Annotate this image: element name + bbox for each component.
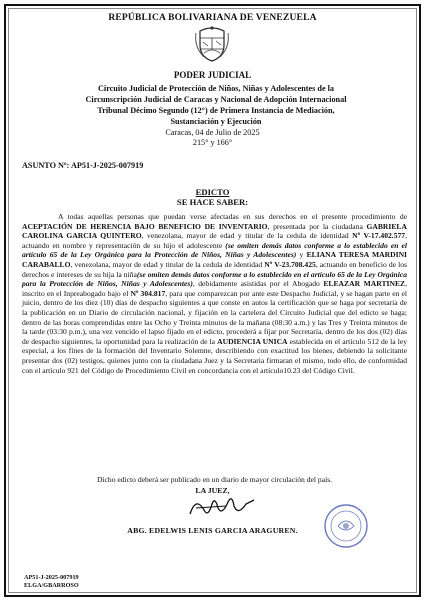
coat-of-arms-icon [194, 23, 230, 63]
institution-heading: PODER JUDICIAL [173, 70, 252, 80]
judge-name: ABG. EDELWIS LENIS GARCIA ARAGUREN. [127, 526, 298, 535]
lawyer-name: ELEAZAR MARTINEZ [323, 279, 406, 289]
edict-heading [6, 187, 419, 207]
applicant-name: ELIANA TERESA MARDINI CARABALLO [22, 250, 408, 269]
place-date-line: Caracas, 04 de Julio de 2025 [165, 128, 260, 137]
body-text: y [296, 250, 307, 260]
body-text: , inscrito en el Inpreabogado bajo el [22, 279, 407, 298]
hearing-name: AUDIENCIA UNICA [217, 336, 288, 346]
court-line: Sustanciación y Ejecución [170, 117, 262, 126]
case-number [22, 161, 143, 170]
applicant-id: Nº V-23.708.425 [264, 259, 316, 269]
case-label: ASUNTO Nº: [22, 161, 70, 170]
court-line: Circunscripción Judicial de Caracas y Nacional de Adopción Internacional [85, 95, 347, 104]
edict-title: EDICTO [195, 187, 230, 197]
publication-note: Dicho edicto deberá ser publicado en un diario de mayor circulación del país. [96, 475, 333, 484]
court-heading [66, 83, 366, 127]
procedure-name: ACEPTACIÓN DE HERENCIA BAJO BENEFICIO DE INVENTARIO [22, 221, 268, 231]
place-date [6, 128, 419, 148]
edict-subtitle: SE HACE SABER: [176, 197, 249, 207]
body-text: , actuando en beneficio de los derechos e intereses de su hija la niña [22, 259, 408, 279]
court-line: Tribunal Décimo Segundo (12°) de Primera Instancia de Mediación, [97, 106, 335, 115]
omission-note: (se omiten demás datos conforme a lo establecido en el artículo 65 de la Ley Orgánica para la Protección de Niños, Niñas y Adolescentes) [22, 240, 407, 260]
case-value: AP51-J-2025-007919 [70, 161, 144, 170]
body-text: establecida en el artículo 512 de la ley especial, a los fines de la formación del Inventario Solemne, describiendo con exactitud los bienes, debiendo la solicitante presentar dos (02) testigos, quienes junto con la ciudadana Juez y la Secretaria firmaran el mismo, todo ello, de conformidad con el artículo 921 del Código de Procedimiento Civil en concordancia con el artículo10.23 del Código Civil. [22, 336, 408, 375]
edict-body [22, 212, 407, 375]
applicant-name: GABRIELA CAROLINA GARCIA QUINTERO [22, 221, 407, 241]
document-page [4, 4, 421, 597]
republic-heading: REPÚBLICA BOLIVARIANA DE VENEZUELA [108, 13, 317, 23]
applicant-id: Nº V-17.402.577 [352, 231, 406, 241]
omission-note: (se omiten demás datos conforme a lo establecido en el artículo 65 de la Ley Orgánica para la Protección de Niños, Niñas y Adolescentes) [22, 269, 407, 289]
court-line: Circuito Judicial de Protección de Niños, Niñas y Adolescentes de la [98, 84, 334, 93]
body-text: , debidamente asistidas por el Abogado [192, 279, 324, 289]
lawyer-registry: Nº 304.817 [130, 288, 166, 298]
body-text: , venezolana, mayor de edad y titular de la cedula de identidad [141, 231, 353, 241]
handwritten-signature [182, 492, 262, 522]
footer-initials: ELGA/GBARROSO [24, 581, 79, 589]
footer-case-ref: AP51-J-2025-007919 [24, 574, 79, 581]
body-text: , presentada por la ciudadana [267, 221, 367, 231]
footer-reference [24, 574, 79, 590]
body-text: A todas aquellas personas que puedan verse afectadas en sus derechos en el presente procedimiento de [58, 212, 407, 221]
years-line: 215° y 166° [192, 138, 233, 147]
body-text: , para que comparezcan por ante este Despacho Judicial, y se hagan parte en el juicio, dentro de los diez (10) días de despacho siguientes a que conste en autos la certificación que se haga por secretaria de la publicación en un Diario de circulación nacional, y fijación en la cartelera del Circuito Judicial que del edicto se haga; dentro de las horas comprendidas entre las Ocho y Treinta minutos de la mañana (08:30 a.m.) y las Tres y Treinta minutos de la tarde (03:30 p.m.), una vez vencido el lapso fijado en el edicto, procederá a fijar por Secretaría, dentro de los dos (02) días de despacho siguientes, la oportunidad para la realización de la [22, 288, 408, 346]
body-text: , venezolana, mayor de edad y titular de la cedula de identidad [70, 259, 265, 269]
judge-role: LA JUEZ, [195, 486, 230, 495]
body-text: , actuando en nombre y representación de su hijo el adolescente [22, 231, 408, 250]
